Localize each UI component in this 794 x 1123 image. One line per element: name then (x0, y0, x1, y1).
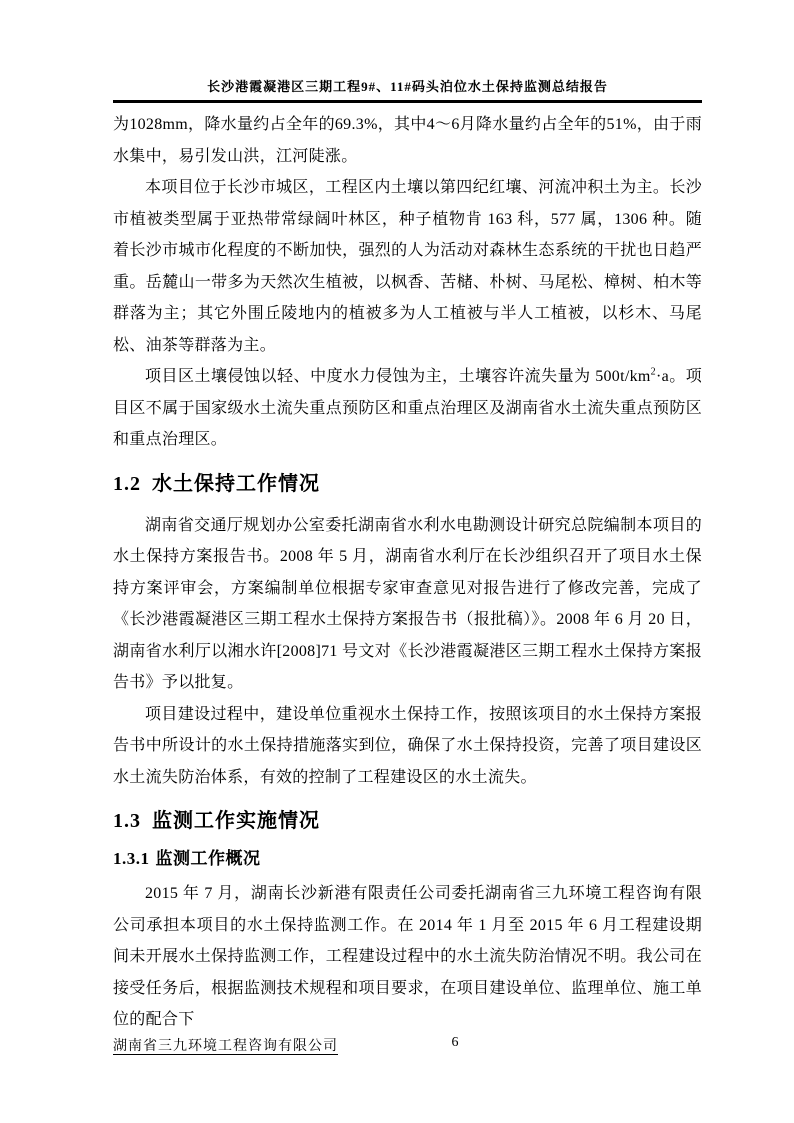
section-heading-1-3 (113, 808, 702, 834)
section-1-2-number: 1.2 (113, 472, 141, 495)
page-header (113, 76, 702, 103)
footer-page-number: 6 (451, 1035, 459, 1050)
header-title: 长沙港霞凝港区三期工程9#、11#码头泊位水土保持监测总结报告 (207, 79, 608, 94)
section-1-2-title: 水土保持工作情况 (152, 472, 320, 495)
section-heading-1-3-1 (113, 848, 702, 870)
paragraph-plan-report: 湖南省交通厅规划办公室委托湖南省水利水电勘测设计研究总院编制本项目的水土保持方案报告书。2008 年 5 月，湖南省水利厅在长沙组织召开了项目水土保持方案评审会，方案编制单位根据专家审查意见对报告进行了修改完善，完成了《长沙港霞凝港区三期工程水土保持方案报告书（报批稿）》。2008 年 6 月 20 日，湖南省水利厅以湘水许[2008]71 号文对《长沙港霞凝港区三期工程水土保持方案报告书》予以批复。 (113, 516, 702, 691)
page-content (113, 109, 702, 1036)
section-1-3-1-number: 1.3.1 (113, 849, 150, 868)
footer-company-name: 湖南省三九环境工程咨询有限公司 (113, 1039, 338, 1054)
paragraph-monitoring-overview: 2015 年 7 月，湖南长沙新港有限责任公司委托湖南省三九环境工程咨询有限公司承担本项目的水土保持监测工作。在 2014 年 1 月至 2015 年 6 月工程建设期间未开展水土保持监测工作，工程建设过程中的水土流失防治情况不明。我公司在接受任务后，根据监测技术规程和项目要求，在项目建设单位、监理单位、施工单位的配合下 (113, 885, 702, 1028)
paragraph-soil-erosion (113, 361, 702, 456)
soil-erosion-text-after-superscript: ·a。项目区不属于国家级水土流失重点预防区和重点治理区及湖南省水土流失重点预防区和重点治理区。 (113, 368, 702, 448)
section-1-3-number: 1.3 (113, 810, 141, 832)
soil-erosion-text-before-superscript: 项目区土壤侵蚀以轻、中度水力侵蚀为主，土壤容许流失量为 500t/km (145, 368, 651, 385)
section-1-3-1-title: 监测工作概况 (155, 849, 261, 868)
square-kilometer-superscript: 2 (650, 366, 656, 378)
paragraph-project-location: 本项目位于长沙市城区，工程区内土壤以第四纪红壤、河流冲积土为主。长沙市植被类型属于亚热带常绿阔叶林区，种子植物肯 163 科，577 属，1306 种。随着长沙市城市化程度的不断加快，强烈的人为活动对森林生态系统的干扰也日趋严重。岳麓山一带多为天然次生植被，以枫香、苦槠、朴树、马尾松、樟树、柏木等群落为主；其它外围丘陵地内的植被多为人工植被与半人工植被，以杉木、马尾松、油茶等群落为主。 (113, 179, 702, 354)
paragraph-rainfall-continuation: 为1028mm，降水量约占全年的69.3%，其中4～6月降水量约占全年的51%，由于雨水集中，易引发山洪，江河陡涨。 (113, 116, 702, 165)
section-1-3-title: 监测工作实施情况 (152, 810, 320, 832)
paragraph-construction-process: 项目建设过程中，建设单位重视水土保持工作，按照该项目的水土保持方案报告书中所设计的水土保持措施落实到位，确保了水土保持投资，完善了项目建设区水土流失防治体系，有效的控制了工程建设区的水土流失。 (113, 705, 702, 786)
section-heading-1-2 (113, 471, 702, 497)
